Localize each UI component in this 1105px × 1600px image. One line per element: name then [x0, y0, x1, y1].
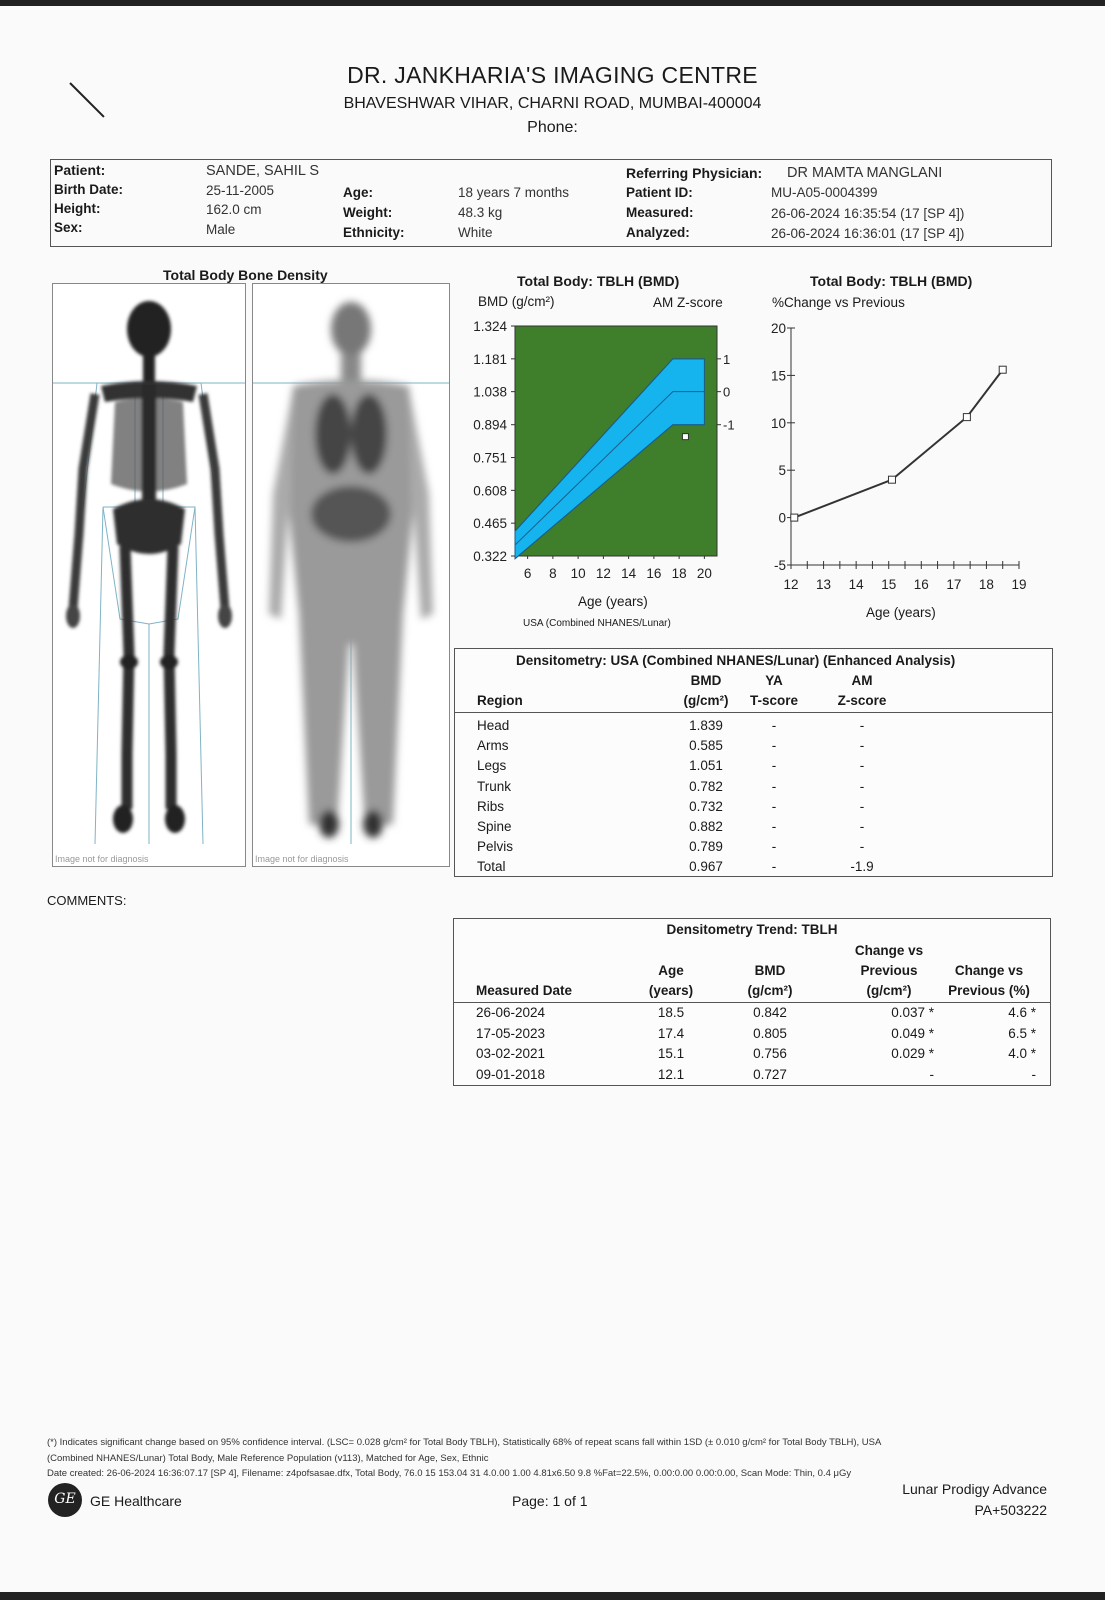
weight-label: Weight: — [343, 205, 393, 220]
ethnicity-value: White — [458, 225, 493, 240]
x-tick-label: 12 — [595, 566, 611, 581]
patient-name: SANDE, SAHIL S — [206, 163, 320, 179]
y-tick-label: 1.038 — [473, 384, 507, 400]
region-name: Arms — [477, 738, 509, 754]
region-t-score: - — [771, 819, 777, 834]
measured-value: 26-06-2024 16:35:54 (17 [SP 4]) — [771, 206, 965, 221]
col-chg-2: Previous — [860, 963, 918, 978]
watermark-left: Image not for diagnosis — [55, 854, 149, 864]
bottom-border — [0, 1592, 1105, 1600]
region-t-score: - — [771, 839, 777, 855]
region-name: Ribs — [477, 798, 505, 814]
region-bmd: 1.051 — [689, 758, 723, 774]
col-age-2: (years) — [648, 983, 694, 998]
x-tick-label: 13 — [816, 577, 832, 592]
trend-change-pct: 4.6 * — [1008, 1005, 1036, 1020]
region-bmd: 1.839 — [689, 718, 723, 733]
x-tick-label: 14 — [621, 566, 637, 581]
region-name: Trunk — [477, 778, 512, 794]
trend-change-abs: 0.029 * — [891, 1046, 934, 1061]
col-ya: YA — [765, 673, 783, 688]
header-rule — [455, 712, 1052, 713]
analyzed-value: 26-06-2024 16:36:01 (17 [SP 4]) — [771, 226, 965, 241]
patient-info-box — [50, 159, 1052, 247]
region-z-score: - — [859, 819, 865, 834]
region-z-score: - — [859, 839, 865, 855]
z-tick-label: 0 — [723, 384, 731, 400]
bmd-chart-ylabel: BMD (g/cm²) — [478, 294, 555, 309]
series-point — [888, 476, 895, 483]
trend-bmd: 0.727 — [753, 1066, 787, 1082]
region-t-score: - — [771, 738, 777, 754]
trend-header-rule — [454, 1002, 1050, 1003]
col-age-1: Age — [658, 963, 684, 978]
z-tick-label: 1 — [723, 351, 731, 367]
sex-value: Male — [206, 222, 236, 237]
trend-age: 18.5 — [657, 1005, 685, 1020]
col-t-score: T-score — [749, 693, 799, 708]
soft-tissue-scan-image — [252, 283, 450, 867]
x-tick-label: 12 — [783, 577, 799, 592]
region-name: Spine — [477, 819, 512, 834]
region-z-score: - — [859, 778, 865, 794]
footnote-1: (*) Indicates significant change based on 95% confidence interval. (LSC= 0.028 g/cm² for Total Body TBLH), Statistically 68% of repeat scans fall within 1SD (± 0.010 g/cm² for Total Body TBLH), USA — [47, 1437, 882, 1448]
measured-label: Measured: — [626, 205, 694, 220]
page-number: Page: 1 of 1 — [512, 1493, 588, 1509]
region-name: Legs — [477, 758, 507, 774]
col-region: Region — [477, 693, 523, 708]
trend-title: Densitometry Trend: TBLH — [666, 922, 838, 937]
trend-date: 09-01-2018 — [476, 1066, 546, 1082]
patient-label: Patient: — [54, 162, 106, 178]
x-tick-label: 10 — [570, 566, 586, 581]
col-chg-1: Change vs — [854, 943, 924, 958]
series-point — [999, 366, 1006, 373]
change-chart-title: Total Body: TBLH (BMD) — [810, 273, 973, 289]
trend-age: 17.4 — [657, 1025, 685, 1041]
y-tick-label: -5 — [773, 558, 786, 573]
bmd-chart-zlabel: AM Z-score — [653, 295, 723, 310]
trend-age: 12.1 — [657, 1066, 685, 1082]
y-tick-label: 0.465 — [473, 516, 507, 532]
trend-change-abs: 0.037 * — [891, 1005, 934, 1020]
y-tick-label: 1.181 — [473, 351, 507, 367]
y-tick-label: 0.894 — [473, 417, 507, 433]
trend-date: 17-05-2023 — [476, 1025, 546, 1041]
col-trend-bmd-2: (g/cm²) — [747, 983, 793, 998]
ethnicity-label: Ethnicity: — [343, 225, 405, 240]
footnote-3: Date created: 26-06-2024 16:36:07.17 [SP 4], Filename: z4pofsasae.dfx, Total Body, 76.0 15 153.04 31 4.0.00 1.00 4.81x6.50 9.8 %Fat=22.5%, 0.00:0.00 0.00:0.00, Scan Mode: Thin, 0.4 μGy — [47, 1468, 852, 1479]
y-tick-label: 0.751 — [473, 450, 507, 466]
x-tick-label: 18 — [671, 566, 687, 581]
col-chg-3: (g/cm²) — [866, 983, 912, 998]
trend-change-pct: - — [1031, 1066, 1036, 1082]
col-z-score: Z-score — [837, 693, 887, 708]
region-bmd: 0.585 — [689, 738, 723, 754]
clinic-address: BHAVESHWAR VIHAR, CHARNI ROAD, MUMBAI-400004 — [343, 95, 762, 112]
col-bmd-unit: (g/cm²) — [683, 693, 729, 708]
trend-table — [453, 918, 1051, 1086]
y-tick-label: 0.322 — [473, 549, 507, 564]
col-pct-1: Change vs — [954, 963, 1024, 978]
images-title: Total Body Bone Density — [163, 267, 328, 283]
densitometry-title: Densitometry: USA (Combined NHANES/Lunar) (Enhanced Analysis) — [516, 653, 956, 668]
x-tick-label: 16 — [913, 577, 929, 592]
series-point — [963, 414, 970, 421]
bmd-chart-caption: USA (Combined NHANES/Lunar) — [523, 618, 671, 629]
trend-change-abs: 0.049 * — [891, 1025, 934, 1041]
y-tick-label: 10 — [770, 415, 786, 431]
x-tick-label: 14 — [848, 577, 864, 592]
trend-change-pct: 6.5 * — [1008, 1025, 1036, 1041]
top-border — [0, 0, 1105, 6]
region-bmd: 0.967 — [689, 859, 723, 875]
x-tick-label: 19 — [1011, 577, 1027, 592]
densitometry-table — [454, 648, 1053, 877]
region-t-score: - — [771, 798, 777, 814]
x-tick-label: 8 — [549, 566, 557, 581]
trend-change-abs: - — [929, 1066, 934, 1082]
region-bmd: 0.732 — [689, 798, 723, 814]
region-bmd: 0.782 — [689, 778, 723, 794]
patient-point — [682, 434, 688, 440]
patient-id-value: MU-A05-0004399 — [771, 185, 878, 200]
region-name: Total — [477, 859, 506, 875]
patient-id-label: Patient ID: — [626, 185, 693, 200]
watermark-right: Image not for diagnosis — [255, 854, 349, 864]
col-pct-2: Previous (%) — [948, 983, 1030, 998]
x-tick-label: 15 — [881, 577, 897, 592]
comments-label: COMMENTS: — [47, 893, 127, 908]
y-tick-label: 0.608 — [473, 483, 507, 499]
skeleton-scan-image — [52, 283, 246, 867]
col-bmd: BMD — [690, 673, 722, 688]
x-tick-label: 20 — [696, 566, 712, 581]
series-line — [794, 370, 1002, 518]
region-z-score: - — [859, 798, 865, 814]
referring-physician-label: Referring Physician: — [626, 165, 763, 181]
age-value: 18 years 7 months — [458, 185, 570, 200]
change-chart-xlabel: Age (years) — [866, 605, 936, 620]
bmd-chart-title: Total Body: TBLH (BMD) — [517, 273, 680, 289]
weight-value: 48.3 kg — [458, 205, 503, 220]
region-z-score: - — [859, 718, 865, 733]
trend-age: 15.1 — [657, 1046, 685, 1061]
analyzed-label: Analyzed: — [626, 225, 690, 240]
trend-change-pct: 4.0 * — [1008, 1046, 1036, 1061]
region-name: Head — [477, 718, 510, 733]
sex-label: Sex: — [54, 220, 83, 235]
region-bmd: 0.882 — [689, 819, 723, 834]
y-tick-label: 1.324 — [473, 319, 507, 334]
x-tick-label: 18 — [978, 577, 994, 592]
col-trend-bmd-1: BMD — [754, 963, 786, 978]
x-tick-label: 6 — [523, 566, 532, 581]
trend-bmd: 0.842 — [753, 1005, 787, 1020]
trend-bmd: 0.805 — [753, 1025, 787, 1041]
col-measured-date: Measured Date — [476, 983, 573, 998]
region-t-score: - — [771, 718, 777, 733]
region-z-score: - — [859, 738, 865, 754]
percent-change-chart — [755, 318, 1035, 598]
birth-date-value: 25-11-2005 — [206, 183, 275, 198]
region-t-score: - — [771, 758, 777, 774]
bmd-reference-chart — [460, 318, 750, 588]
trend-date: 03-02-2021 — [476, 1046, 546, 1061]
bmd-chart-xlabel: Age (years) — [578, 594, 648, 609]
trend-bmd: 0.756 — [753, 1046, 787, 1061]
x-tick-label: 17 — [946, 577, 962, 592]
clinic-phone: Phone: — [527, 119, 578, 136]
region-name: Pelvis — [477, 839, 514, 855]
ge-logo-icon: GE — [48, 1483, 82, 1517]
region-t-score: - — [771, 859, 777, 875]
col-am: AM — [851, 673, 873, 688]
region-bmd: 0.789 — [689, 839, 723, 855]
trend-date: 26-06-2024 — [476, 1005, 546, 1020]
y-tick-label: 20 — [770, 321, 786, 336]
change-chart-subtitle: %Change vs Previous — [772, 295, 905, 310]
y-tick-label: 0 — [778, 510, 786, 526]
series-point — [791, 514, 798, 521]
age-label: Age: — [343, 185, 373, 200]
birth-date-label: Birth Date: — [54, 182, 124, 197]
device-name: Lunar Prodigy Advance — [902, 1481, 1047, 1497]
region-z-score: - — [859, 758, 865, 774]
clinic-title: DR. JANKHARIA'S IMAGING CENTRE — [347, 62, 758, 88]
referring-physician-value: DR MAMTA MANGLANI — [787, 165, 943, 181]
height-label: Height: — [54, 201, 101, 216]
y-tick-label: 15 — [770, 368, 786, 384]
footnote-2: (Combined NHANES/Lunar) Total Body, Male Reference Population (v113), Matched for Age, Sex, Ethnic — [47, 1453, 489, 1464]
height-value: 162.0 cm — [206, 202, 262, 217]
region-z-score: -1.9 — [850, 859, 874, 875]
ge-healthcare-label: GE Healthcare — [90, 1493, 182, 1509]
region-t-score: - — [771, 778, 777, 794]
y-tick-label: 5 — [778, 463, 786, 479]
device-serial: PA+503222 — [974, 1502, 1047, 1518]
z-tick-label: -1 — [723, 417, 735, 433]
x-tick-label: 16 — [646, 566, 662, 581]
